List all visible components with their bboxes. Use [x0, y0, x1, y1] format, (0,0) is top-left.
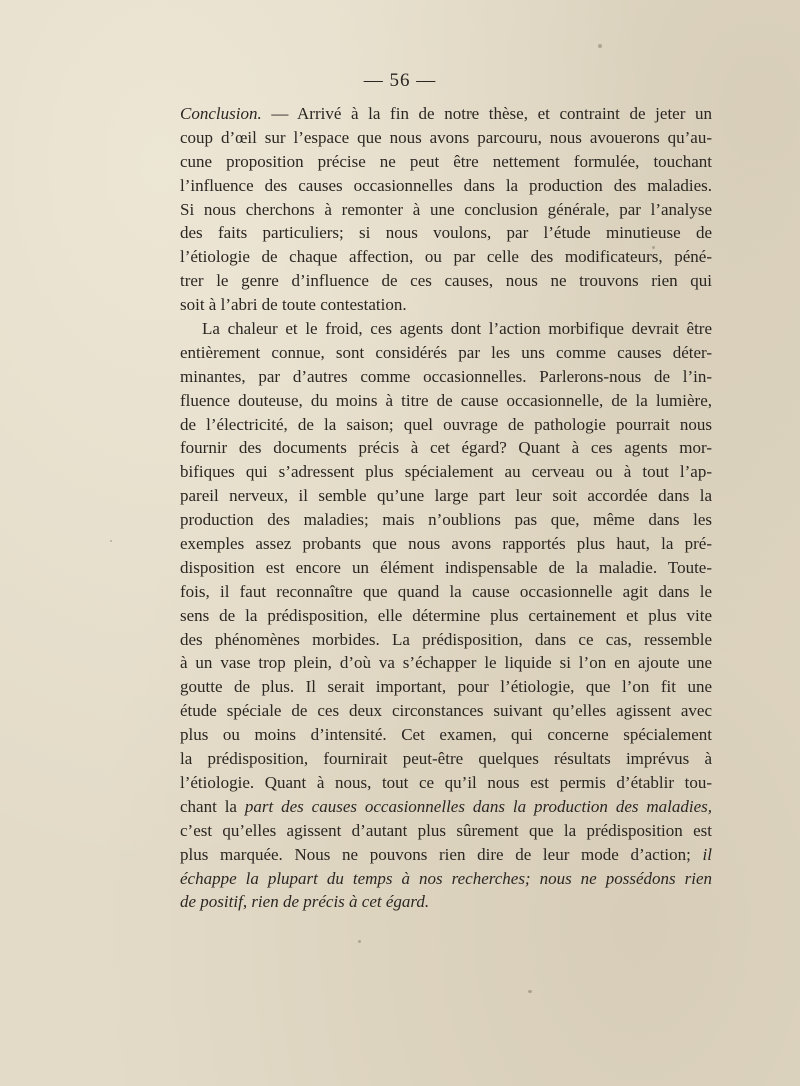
text-line	[180, 245, 712, 269]
text-line	[180, 460, 712, 484]
text-segment: entièrement connue, sont considérés par les uns comme causes déter-	[180, 342, 712, 362]
text-segment: plus ou moins d’intensité. Cet examen, qui concerne spécialement	[180, 725, 712, 745]
italic-text: Conclusion.	[180, 104, 262, 123]
text-line	[180, 293, 712, 317]
text-line	[180, 771, 712, 795]
text-segment: production des maladies; mais n’oublions pas que, même dans les	[180, 510, 712, 530]
text-line	[180, 102, 712, 126]
text-line	[180, 890, 712, 914]
text-segment: l’étiologie. Quant à nous, tout ce qu’il nous est permis d’établir tou-	[180, 772, 712, 792]
text-line	[180, 580, 712, 604]
italic-text: part des causes occasionnelles dans la production des maladies,	[244, 796, 713, 816]
text-segment: étude spéciale de ces deux circonstances suivant qu’elles agissent avec	[180, 701, 712, 721]
text-segment: trer le genre d’influence de ces causes, nous ne trouvons rien qui	[180, 271, 712, 291]
text-segment: la prédisposition, fournirait peut-être quelques résultats imprévus à	[180, 749, 712, 769]
text-segment: exemples assez probants que nous avons rapportés plus haut, la pré-	[180, 534, 712, 554]
text-line	[180, 389, 712, 413]
paper-speck	[470, 112, 473, 115]
text-segment: ,	[242, 892, 252, 912]
text-line	[180, 174, 712, 198]
text-segment: fournir des documents précis à cet égard? Quant à ces agents mor-	[180, 438, 712, 458]
text-line	[180, 436, 712, 460]
text-line	[180, 651, 712, 675]
text-segment: coup d’œil sur l’espace que nous avons parcouru, nous avouerons qu’au-	[180, 127, 712, 147]
text-line	[180, 532, 712, 556]
paper-speck	[652, 246, 655, 249]
text-line	[180, 413, 712, 437]
text-line	[180, 628, 712, 652]
text-segment: l’étiologie de chaque affection, ou par celle des modificateurs, péné-	[180, 247, 712, 267]
text-line	[180, 150, 712, 174]
text-line	[180, 867, 712, 891]
text-segment: fluence douteuse, du moins à titre de cause occasionnelle, de la lumière,	[180, 390, 712, 410]
text-line	[180, 843, 712, 867]
text-segment: à un vase trop plein, d’où va s’échapper le liquide si l’on en ajoute une	[180, 653, 712, 673]
text-line	[180, 269, 712, 293]
italic-text: il	[702, 844, 712, 864]
text-line	[180, 819, 712, 843]
text-line	[180, 556, 712, 580]
text-segment: des phénomènes morbides. La prédisposition, dans ce cas, ressemble	[180, 629, 712, 649]
text-line	[180, 723, 712, 747]
text-line	[180, 747, 712, 771]
text-line	[180, 198, 712, 222]
text-segment: minantes, par d’autres comme occasionnelles. Parlerons-nous de l’in-	[180, 366, 712, 386]
paper-speck	[528, 990, 532, 993]
text-segment: — Arrivé à la fin de notre thèse, et contraint de jeter un	[261, 104, 712, 123]
italic-text: échappe la plupart du temps à nos recherches; nous ne possédons rien	[180, 868, 712, 888]
text-line	[180, 699, 712, 723]
italic-text: rien de précis à cet égard.	[251, 892, 430, 912]
text-segment: cune proposition précise ne peut être nettement formulée, touchant	[180, 151, 712, 171]
text-segment: disposition est encore un élément indispensable de la maladie. Toute-	[180, 557, 712, 577]
text-segment: La chaleur et le froid, ces agents dont l’action morbifique devrait être	[202, 319, 712, 339]
text-line	[180, 341, 712, 365]
text-segment: de l’électricité, de la saison; quel ouvrage de pathologie pourrait nous	[180, 414, 712, 434]
text-line	[180, 484, 712, 508]
text-line	[180, 508, 712, 532]
text-segment: Si nous cherchons à remonter à une conclusion générale, par l’analyse	[180, 199, 712, 219]
text-line	[180, 126, 712, 150]
text-line	[180, 221, 712, 245]
text-segment: bifiques qui s’adressent plus spécialement au cerveau ou à tout l’ap-	[180, 462, 712, 482]
text-segment: pareil nerveux, il semble qu’une large part leur soit accordée dans la	[180, 486, 712, 506]
text-segment: c’est qu’elles agissent d’autant plus sûrement que la prédisposition est	[180, 820, 712, 840]
text-line	[180, 795, 712, 819]
page-number: — 56 —	[363, 70, 437, 91]
text-segment: sens de la prédisposition, elle détermine plus certainement et plus vite	[180, 605, 712, 625]
body-text	[180, 102, 712, 914]
text-line	[180, 604, 712, 628]
paper-speck	[598, 44, 602, 48]
text-line	[180, 675, 712, 699]
text-segment: plus marquée. Nous ne pouvons rien dire de leur mode d’action;	[180, 844, 703, 864]
text-line	[180, 317, 712, 341]
text-segment: goutte de plus. Il serait important, pour l’étiologie, que l’on fit une	[180, 677, 712, 697]
paper-speck	[110, 540, 112, 542]
text-segment: des faits particuliers; si nous voulons, par l’étude minutieuse de	[180, 223, 712, 243]
paper-speck	[358, 940, 361, 943]
text-segment: chant la	[180, 796, 245, 816]
text-line	[180, 365, 712, 389]
text-segment: fois, il faut reconnaître que quand la cause occasionnelle agit dans le	[180, 581, 712, 601]
italic-text: de positif	[180, 892, 243, 912]
text-segment: soit à l’abri de toute contestation.	[180, 295, 407, 315]
text-segment: l’influence des causes occasionnelles dans la production des maladies.	[180, 175, 712, 195]
